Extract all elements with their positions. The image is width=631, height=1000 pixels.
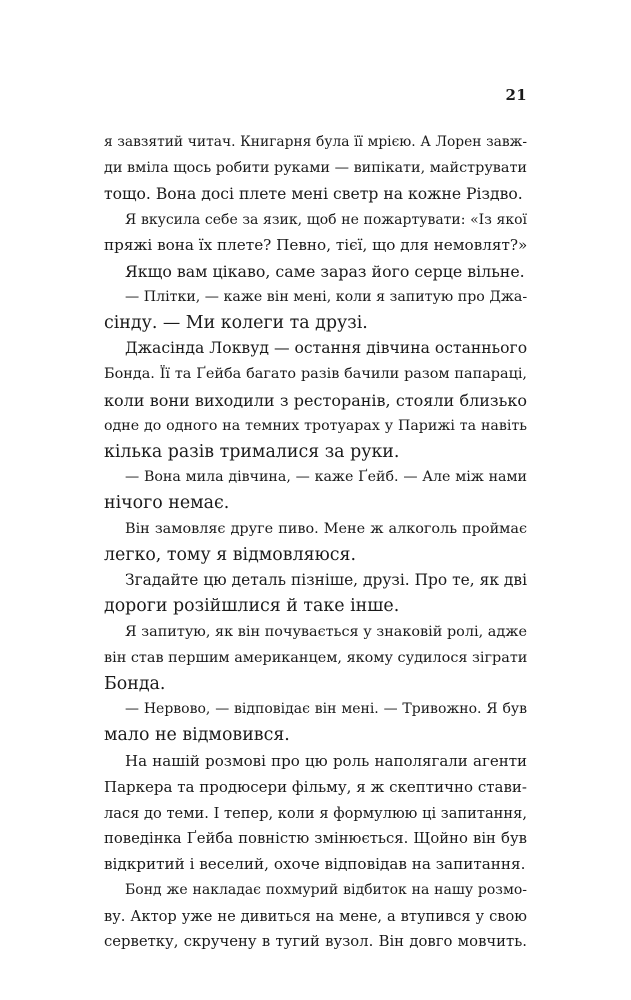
text-line: Я запитую, як він почувається у знаковій ролі, адже [125, 624, 527, 641]
text-line: пряжі вона їх плете? Певно, тієї, що для немовлят?» [104, 236, 528, 255]
text-line: — Плітки, — каже він мені, коли я запитую про Джа- [125, 288, 528, 305]
text-line: кілька разів трималися за руки. [104, 441, 400, 462]
text-line: — Вона мила дівчина, — каже Ґейб. — Але між нами [125, 469, 527, 486]
text-line: Згадайте цю деталь пізніше, друзі. Про те, як дві [125, 571, 527, 590]
text-line: Бонд же накладає похмурий відбиток на нашу розмо- [125, 881, 527, 898]
text-line: він став першим американцем, якому судилося зіграти [104, 649, 528, 666]
text-line: коли вони виходили з ресторанів, стояли близько [104, 391, 527, 410]
body-text [104, 130, 527, 955]
text-line: Бонда. [104, 673, 166, 694]
text-line: Він замовляє друге пиво. Мене ж алкоголь проймає [125, 520, 527, 537]
text-line: Якщо вам цікаво, саме зараз його серце вільне. [125, 262, 525, 282]
text-line: Паркера та продюсери фільму, я ж скептично стави- [104, 777, 527, 796]
text-line: На нашій розмові про цю роль наполягали агенти [125, 751, 527, 770]
text-line: Я вкусила себе за язик, щоб не пожартувати: «Із якої [125, 211, 527, 228]
text-line: мало не відмовився. [104, 725, 290, 746]
text-line: тощо. Вона досі плете мені светр на кожне Різдво. [104, 184, 523, 203]
text-line: я завзятий читач. Книгарня була її мрією. А Лорен завж- [104, 134, 527, 151]
text-line: ди вміла щось робити руками — випікати, майструвати [104, 159, 528, 176]
text-line: відкритий і веселий, охоче відповідав на запитання. [104, 855, 526, 874]
text-line: дороги розійшлися й таке інше. [104, 596, 400, 617]
text-line: серветку, скручену в тугий вузол. Він довго мовчить. [104, 933, 527, 951]
text-line: Джасінда Локвуд — остання дівчина останнього [125, 339, 528, 358]
text-line: одне до одного на темних тротуарах у Парижі та навіть [104, 417, 527, 434]
text-line: нічого немає. [104, 493, 230, 514]
text-line: Бонда. Її та Ґейба багато разів бачили разом папараці, [104, 366, 527, 383]
text-line: легко, тому я відмовляюся. [104, 544, 356, 565]
page-number: 21 [505, 86, 527, 104]
text-line: ву. Актор уже не дивиться на мене, а втупився у свою [104, 907, 527, 925]
text-line: поведінка Ґейба повністю змінюється. Щойно він був [104, 830, 527, 848]
text-line: — Нервово, — відповідає він мені. — Тривожно. Я був [125, 701, 527, 718]
text-line: сінду. — Ми колеги та друзі. [104, 312, 368, 333]
text-line: лася до теми. І тепер, коли я формулюю ці запитання, [104, 804, 527, 822]
